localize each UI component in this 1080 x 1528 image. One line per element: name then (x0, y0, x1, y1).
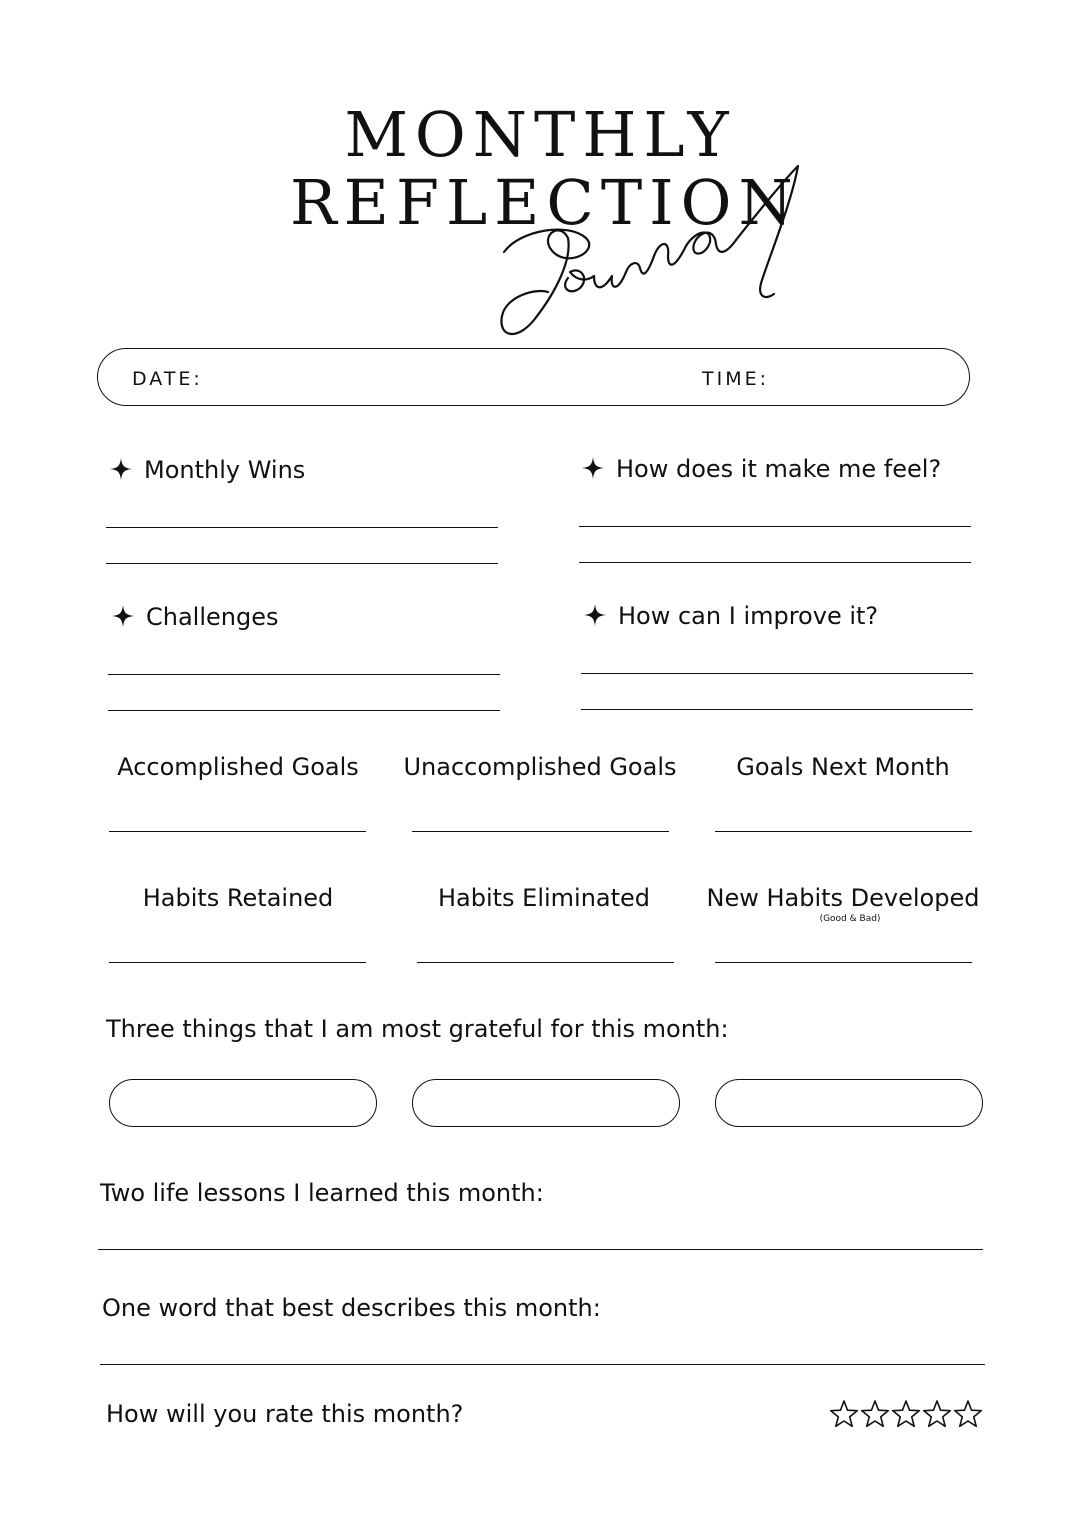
unaccomplished-goals-line[interactable] (412, 831, 669, 832)
grateful-field-3[interactable] (715, 1079, 983, 1127)
challenges-label: Challenges (146, 603, 279, 631)
accomplished-goals-heading: Accomplished Goals (117, 753, 359, 781)
title-reflection: REFLECTION (290, 166, 800, 239)
one-word-line[interactable] (100, 1364, 985, 1365)
challenges-line-1[interactable] (108, 674, 500, 675)
title-monthly: MONTHLY (344, 98, 736, 171)
challenges-line-2[interactable] (108, 710, 500, 711)
new-habits-heading: New Habits Developed (706, 884, 980, 912)
feel-line-1[interactable] (579, 526, 971, 527)
monthly-wins-label: Monthly Wins (144, 456, 306, 484)
habits-retained-heading: Habits Retained (142, 884, 334, 912)
sparkle-icon (582, 457, 604, 479)
new-habits-note: (Good & Bad) (819, 914, 881, 924)
rating-prompt: How will you rate this month? (106, 1400, 464, 1428)
monthly-wins-heading (110, 455, 305, 485)
monthly-wins-line-2[interactable] (106, 563, 498, 564)
star-icon-5[interactable] (955, 1401, 982, 1426)
unaccomplished-goals-heading: Unaccomplished Goals (403, 753, 677, 781)
improve-heading (584, 601, 878, 631)
feel-line-2[interactable] (579, 562, 971, 563)
life-lessons-line[interactable] (98, 1249, 983, 1250)
habits-eliminated-heading: Habits Eliminated (437, 884, 651, 912)
date-label: DATE: (132, 368, 203, 390)
improve-line-2[interactable] (581, 709, 973, 710)
improve-label: How can I improve it? (618, 602, 879, 630)
challenges-heading (112, 602, 279, 632)
goals-next-month-line[interactable] (715, 831, 972, 832)
journal-script-logo (490, 160, 820, 350)
star-icon-2[interactable] (862, 1401, 889, 1426)
sparkle-icon (584, 604, 606, 626)
date-time-bar[interactable] (97, 348, 970, 406)
feel-label: How does it make me feel? (616, 455, 942, 483)
grateful-field-1[interactable] (109, 1079, 377, 1127)
star-icon-4[interactable] (924, 1401, 951, 1426)
accomplished-goals-line[interactable] (109, 831, 366, 832)
feel-heading (582, 454, 941, 484)
goals-next-month-heading: Goals Next Month (736, 753, 950, 781)
habits-retained-line[interactable] (109, 962, 366, 963)
life-lessons-prompt: Two life lessons I learned this month: (100, 1179, 544, 1207)
star-rating[interactable] (830, 1398, 986, 1430)
star-icon-3[interactable] (893, 1401, 920, 1426)
grateful-prompt: Three things that I am most grateful for this month: (106, 1015, 729, 1043)
sparkle-icon (112, 605, 134, 627)
monthly-wins-line-1[interactable] (106, 527, 498, 528)
improve-line-1[interactable] (581, 673, 973, 674)
time-label: TIME: (702, 368, 770, 390)
sparkle-icon (110, 458, 132, 480)
star-icon-1[interactable] (831, 1401, 858, 1426)
grateful-field-2[interactable] (412, 1079, 680, 1127)
one-word-prompt: One word that best describes this month: (102, 1294, 601, 1322)
new-habits-line[interactable] (715, 962, 972, 963)
habits-eliminated-line[interactable] (417, 962, 674, 963)
